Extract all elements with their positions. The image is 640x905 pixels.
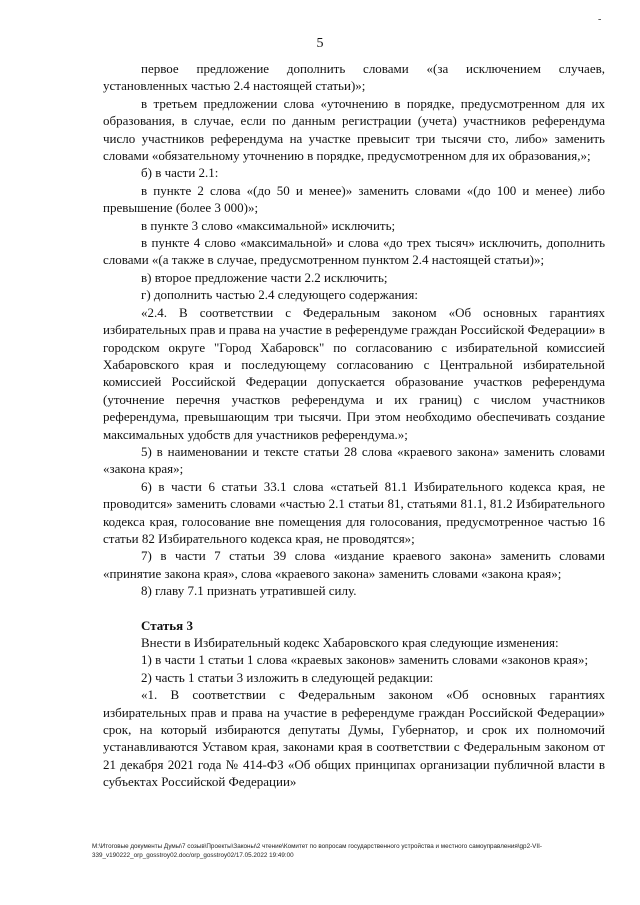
paragraph: первое предложение дополнить словами «(за исключением случаев, установленных частью 2.4 настоящей статьи)»;	[103, 61, 605, 94]
paragraph: 5) в наименовании и тексте статьи 28 слова «краевого закона» заменить словами «закона края»;	[103, 443, 605, 477]
paragraph: в пункте 3 слово «максимальной» исключить;	[141, 217, 396, 233]
paragraph: в третьем предложении слова «уточнению в порядке, предусмотренном для их образования, в случае, если по данным регистрации (учета) участников референдума число участников референдума на участке превысит три тысячи сто, либо» заменить словами «обязательному уточнению в порядке, предусмотренном для их образования,»;	[103, 95, 605, 164]
article-paragraph: 2) часть 1 статьи 3 изложить в следующей редакции:	[141, 669, 434, 685]
paragraph: 7) в части 7 статьи 39 слова «издание краевого закона» заменить словами «принятие закона края», слова «краевого закона» заменить словами «закона края»;	[103, 548, 605, 581]
paragraph: в) второе предложение части 2.2 исключить;	[141, 269, 388, 285]
paragraph: б) в части 2.1:	[141, 165, 219, 181]
footer-line: 339_v190222_orp_gosstroy02.doc/orp_gosstroy02/17.05.2022 19:49:00	[92, 852, 294, 859]
footer-line: M:\Итоговые документы Думы\7 созыв\Проекты\Законы\2 чтение\Комитет по вопросам государственного устройства и местного самоуправления\gp2-VII-	[92, 843, 542, 850]
paragraph: «2.4. В соответствии с Федеральным законом «Об основных гарантиях избирательных прав и права на участие в референдуме граждан Российской Федерации» в городском округе "Город Хабаровск" по согласованию с избирательной комиссией Хабаровского края и последующему согласованию с Центральной избирательной комиссией Российской Федерации допускается образование участков референдума (уточнение перечня участков референдума и их границ) с числом участников референдума, превышающим три тысячи. При этом необходимо обеспечивать создание максимальных удобств для участников референдума.»;	[103, 304, 605, 442]
corner-mark: -	[598, 14, 602, 25]
document-body	[103, 60, 605, 791]
paragraph: в пункте 2 слова «(до 50 и менее)» заменить словами «(до 100 и менее) либо превышение (более 3 000)»;	[103, 182, 605, 216]
article-paragraph: Внести в Избирательный кодекс Хабаровского края следующие изменения:	[141, 635, 559, 650]
paragraph: 8) главу 7.1 признать утратившей силу.	[141, 583, 357, 599]
article-paragraph: «1. В соответствии с Федеральным законом «Об основных гарантиях избирательных прав и права на участие в референдуме граждан Российской Федерации» срок, на который избираются депутаты Думы, Губернатор, и срок их полномочий устанавливаются Уставом края, законами края в соответствии с Федеральным законом от 21 декабря 2021 года № 414-ФЗ «Об общих принципах организации публичной власти в субъектах Российской Федерации»	[103, 687, 605, 790]
paragraph: в пункте 4 слово «максимальной» и слова «до трех тысяч» исключить, дополнить словами «(а также в случае, предусмотренном пунктом 2.4 настоящей статьи)»;	[103, 235, 605, 268]
paragraph: 6) в части 6 статьи 33.1 слова «статьей 81.1 Избирательного кодекса края, не проводится» заменить словами «частью 2.1 статьи 81, статьями 81.1, 81.2 Избирательного кодекса края, голосование вне помещения для голосования, предусмотренное частью 16 статьи 82 Избирательного кодекса края, не проводятся»;	[103, 478, 605, 546]
article-heading: Статья 3	[141, 617, 193, 633]
paragraph: г) дополнить частью 2.4 следующего содержания:	[141, 287, 418, 303]
page-number: 5	[316, 36, 324, 51]
file-path-footer	[92, 842, 612, 860]
article-paragraph: 1) в части 1 статьи 1 слова «краевых законов» заменить словами «законов края»;	[141, 652, 589, 668]
